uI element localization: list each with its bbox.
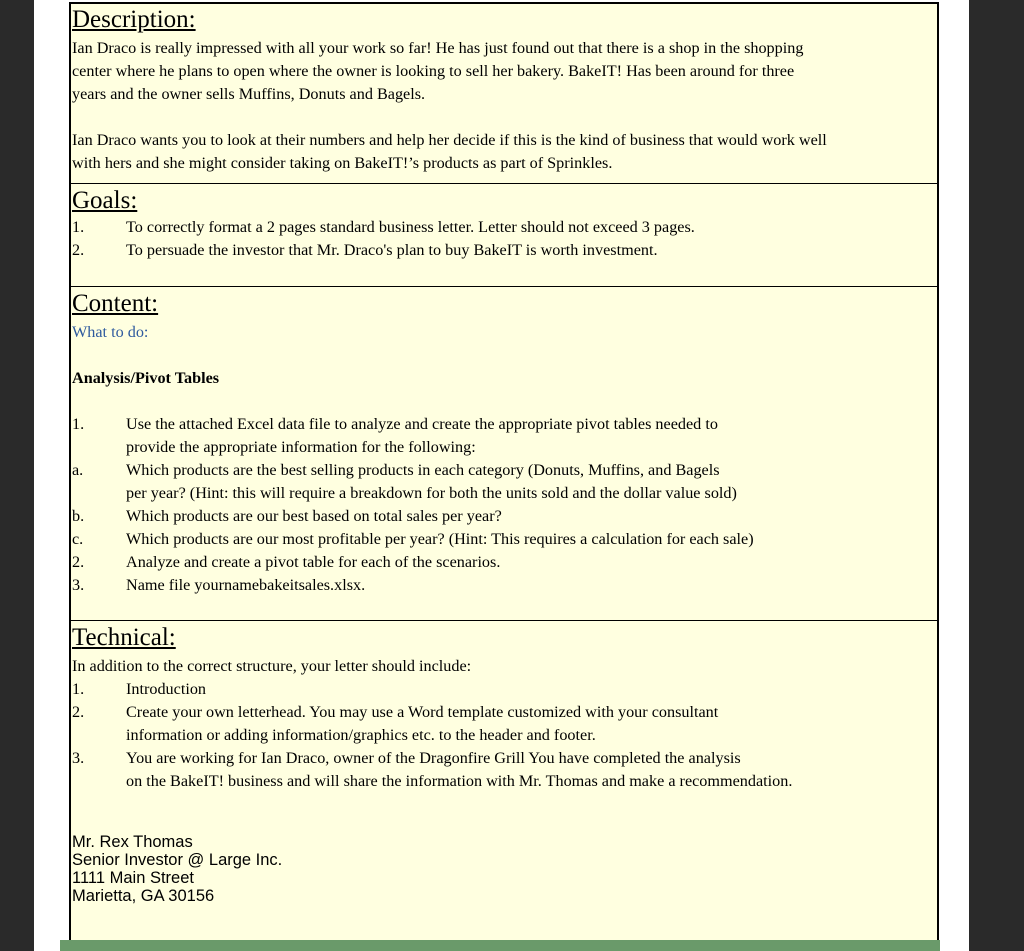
content-item-text: Which products are our most profitable per year? (Hint: This requires a calculation for each sale) <box>126 530 754 548</box>
content-item-number: b. <box>72 507 85 525</box>
technical-item-text: You are working for Ian Draco, owner of the Dragonfire Grill You have completed the analysis <box>126 749 741 767</box>
analysis-title: Analysis/Pivot Tables <box>72 369 220 387</box>
technical-item-text: Introduction <box>126 680 207 698</box>
description-line: Ian Draco is really impressed with all your work so far! He has just found out that there is a shop in the shopping <box>72 39 804 57</box>
content-item-number: a. <box>72 461 84 479</box>
content-item-text: Use the attached Excel data file to analyze and create the appropriate pivot tables needed to <box>126 415 718 433</box>
content-item-text: provide the appropriate information for the following: <box>126 438 476 456</box>
content-item-text: Analyze and create a pivot table for each of the scenarios. <box>126 553 501 571</box>
content-item-text: per year? (Hint: this will require a breakdown for both the units sold and the dollar value sold) <box>126 484 737 502</box>
goal-number: 2. <box>72 241 85 259</box>
technical-heading: Technical: <box>72 624 176 651</box>
recipient-title: Senior Investor @ Large Inc. <box>72 851 283 869</box>
goals-section <box>71 184 937 287</box>
recipient-name: Mr. Rex Thomas <box>72 833 193 851</box>
content-item-number: 1. <box>72 415 85 433</box>
content-item-number: 2. <box>72 553 85 571</box>
assignment-document <box>69 2 939 942</box>
description-section <box>71 4 937 184</box>
description-line: center where he plans to open where the owner is looking to sell her bakery. BakeIT! Has been around for three <box>72 62 795 80</box>
content-heading: Content: <box>72 290 159 317</box>
goal-number: 1. <box>72 218 85 236</box>
technical-intro: In addition to the correct structure, your letter should include: <box>72 657 472 675</box>
content-item-text: Which products are the best selling products in each category (Donuts, Muffins, and Bagels <box>126 461 720 479</box>
content-item-number: c. <box>72 530 84 548</box>
footer-bar <box>60 940 940 951</box>
content-item-text: Name file yournamebakeitsales.xlsx. <box>126 576 366 594</box>
description-heading: Description: <box>72 6 196 33</box>
technical-item-text: on the BakeIT! business and will share the information with Mr. Thomas and make a recommendation. <box>126 772 793 790</box>
technical-item-number: 2. <box>72 703 85 721</box>
goal-text: To correctly format a 2 pages standard business letter. Letter should not exceed 3 pages. <box>126 218 695 236</box>
technical-item-text: information or adding information/graphics etc. to the header and footer. <box>126 726 596 744</box>
description-line: years and the owner sells Muffins, Donuts and Bagels. <box>72 85 426 103</box>
technical-item-text: Create your own letterhead. You may use a Word template customized with your consultant <box>126 703 719 721</box>
description-line: with hers and she might consider taking on BakeIT!’s products as part of Sprinkles. <box>72 154 613 172</box>
content-item-number: 3. <box>72 576 85 594</box>
content-section <box>71 287 937 621</box>
technical-item-number: 3. <box>72 749 85 767</box>
goals-heading: Goals: <box>72 187 138 214</box>
technical-item-number: 1. <box>72 680 85 698</box>
goal-text: To persuade the investor that Mr. Draco's plan to buy BakeIT is worth investment. <box>126 241 658 259</box>
description-line: Ian Draco wants you to look at their numbers and help her decide if this is the kind of business that would work well <box>72 131 827 149</box>
recipient-street: 1111 Main Street <box>72 869 194 887</box>
technical-section <box>71 621 937 942</box>
what-to-do-subheading: What to do: <box>72 323 149 341</box>
content-item-text: Which products are our best based on total sales per year? <box>126 507 502 525</box>
recipient-city: Marietta, GA 30156 <box>72 887 215 905</box>
